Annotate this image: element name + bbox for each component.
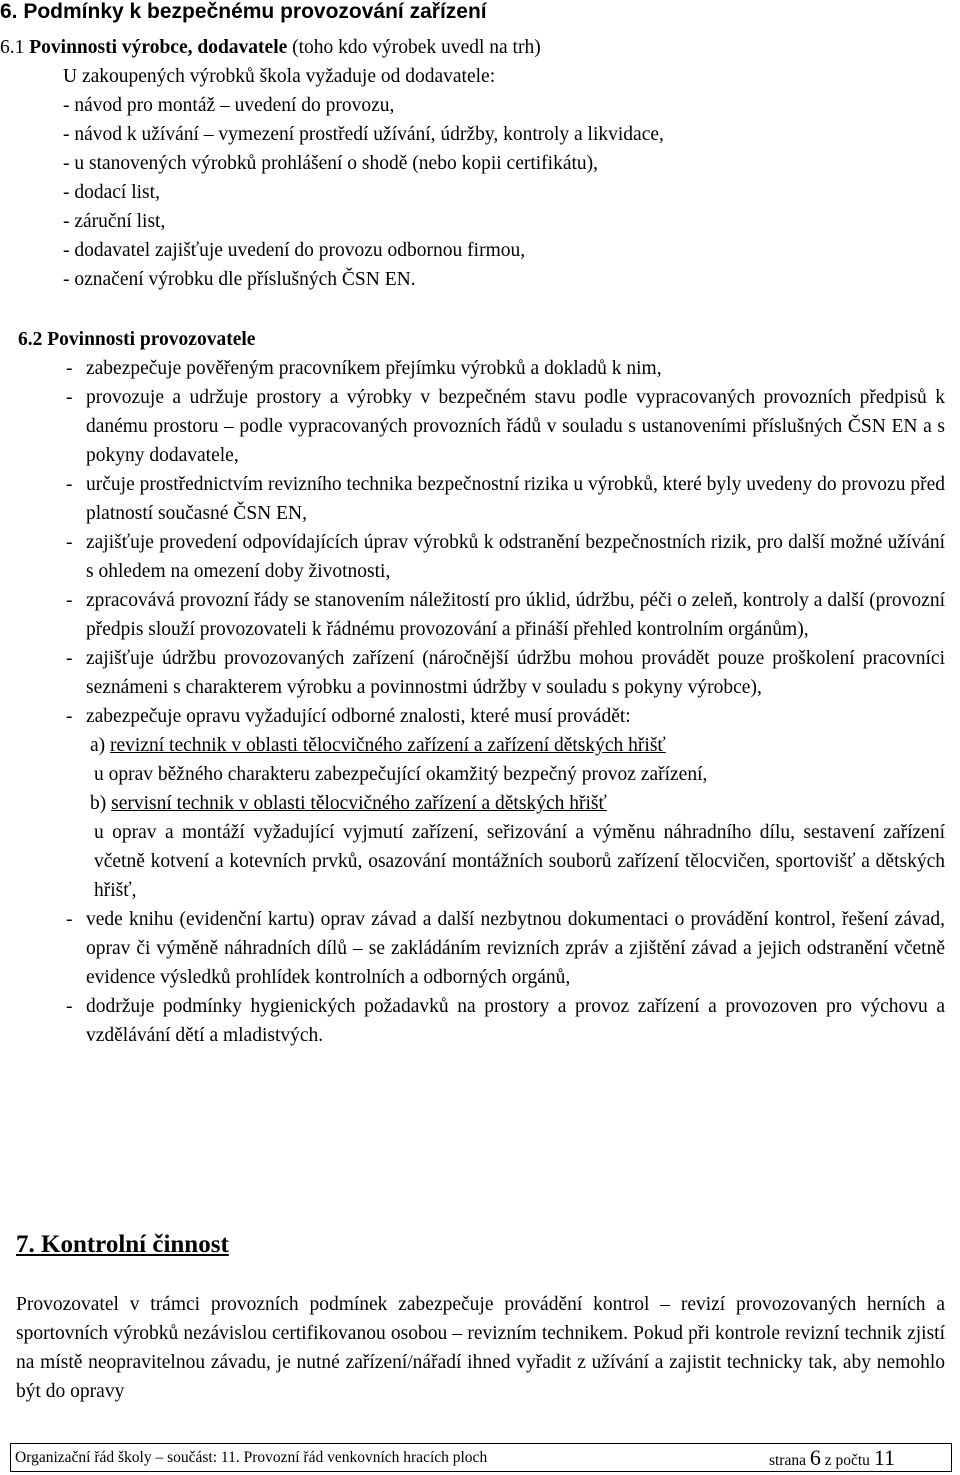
section-6-1-intro: U zakoupených výrobků škola vyžaduje od dodavatele:: [63, 66, 496, 87]
sub-item-a-title: revizní technik v oblasti tělocvičného zařízení a zařízení dětských hřišť: [110, 735, 666, 756]
sub-item-b: b) servisní technik v oblasti tělocvičného zařízení a dětských hřišť u oprav a montáží vyžadující vyjmutí zařízení, seřizování a výměnu náhradního dílu, sestavení zařízení včetně kotvení a kotevních prvků, osazování montážních souborů zařízení tělocvičen, sportovišť a dětských hřišť,: [90, 789, 945, 905]
list-item: - vede knihu (evidenční kartu) oprav závad a další nezbytnou dokumentaci o provádění kontrol, řešení závad, oprav či výměně náhradních dílů – se zakládáním revizních zpráv a zjištění závad a jejich odstranění včetně evidence výsledků prohlídek kontrolních a odborných orgánů,: [66, 909, 945, 988]
list-item: - provozuje a udržuje prostory a výrobky v bezpečném stavu podle vypracovaných provozních předpisů k danému prostoru – podle vypracovaných provozních řádů v souladu s ustanoveními příslušných ČSN EN a s pokyny dodavatele,: [66, 387, 945, 466]
section-title-bold: Povinnosti výrobce, dodavatele: [29, 37, 288, 58]
sub-item-b-title: servisní technik v oblasti tělocvičného zařízení a dětských hřišť: [111, 793, 607, 814]
section-6-2-title: 6.2 Povinnosti provozovatele: [18, 329, 256, 350]
section-6-1: [0, 33, 945, 294]
section-title-rest: (toho kdo výrobek uvedl na trh): [287, 37, 541, 58]
section-7-paragraph: Provozovatel v trámci provozních podmínek zabezpečuje provádění kontrol – revizí provozovaných herních a sportovních výrobků nezávislou certifikovanou osobou – revizním technikem. Pokud při kontrole revizní technik zjistí na místě neopravitelnou závadu, je nutné zařízení/nářadí ihned vyřadit z užívání a zajistit technicky tak, aby nemohlo být do opravy: [16, 1294, 945, 1402]
page-footer: [10, 1443, 952, 1472]
list-item: - zabezpečuje pověřeným pracovníkem přejímku výrobků a dokladů k nim,: [66, 358, 662, 379]
list-item: - návod k užívání – vymezení prostředí užívání, údržby, kontroly a likvidace,: [63, 124, 664, 145]
list-item: - dodržuje podmínky hygienických požadavků na prostory a provoz zařízení a provozoven pro výchovu a vzdělávání dětí a mladistvých.: [66, 996, 945, 1046]
sub-item-b-desc: u oprav a montáží vyžadující vyjmutí zařízení, seřizování a výměnu náhradního dílu, sestavení zařízení včetně kotvení a kotevních prvků, osazování montážních souborů zařízení tělocvičen, sportovišť a dětských hřišť,: [94, 822, 945, 901]
section-6-2: [18, 325, 945, 1050]
section-7-heading: 7. Kontrolní činnost: [16, 1231, 229, 1258]
list-item: - návod pro montáž – uvedení do provozu,: [63, 95, 395, 116]
list-item: - zabezpečuje opravu vyžadující odborné znalosti, které musí provádět:: [66, 706, 631, 727]
list-item: - označení výrobku dle příslušných ČSN EN.: [63, 269, 416, 290]
list-item: - dodací list,: [63, 182, 160, 203]
list-item: - určuje prostřednictvím revizního technika bezpečnostní rizika u výrobků, které byly uvedeny do provozu před platností současné ČSN EN,: [66, 474, 945, 524]
sub-item-a: a) revizní technik v oblasti tělocvičného zařízení a zařízení dětských hřišť u oprav běžného charakteru zabezpečující okamžitý bezpečný provoz zařízení,: [90, 731, 945, 789]
footer-page-counter: strana 6 z počtu 11: [768, 1445, 895, 1470]
list-item: - záruční list,: [63, 211, 166, 232]
list-item: - dodavatel zajišťuje uvedení do provozu odbornou firmou,: [63, 240, 526, 261]
sub-item-a-desc: u oprav běžného charakteru zabezpečující okamžitý bezpečný provoz zařízení,: [94, 764, 708, 785]
footer-document-title: Organizační řád školy – součást: 11. Provozní řád venkovních hracích ploch: [15, 1449, 488, 1466]
section-6-heading: 6. Podmínky k bezpečnému provozování zařízení: [0, 0, 487, 23]
section-6-1-title: [0, 33, 945, 62]
list-item: - u stanovených výrobků prohlášení o shodě (nebo kopii certifikátu),: [63, 153, 599, 174]
list-item: - zajišťuje údržbu provozovaných zařízení (náročnější údržbu mohou provádět pouze proškolení pracovníci seznámeni s charakterem výrobku a povinnostmi údržby v souladu s pokyny výrobce),: [66, 648, 945, 698]
list-item: - zajišťuje provedení odpovídajících úprav výrobků k odstranění bezpečnostních rizik, pro další možné užívání s ohledem na omezení doby životnosti,: [66, 532, 945, 582]
section-number: 6.1: [0, 37, 25, 58]
list-item: - zpracovává provozní řády se stanovením náležitostí pro úklid, údržbu, péči o zeleň, kontroly a další (provozní předpis slouží provozovateli k řádnému provozování a přináší přehled kontrolním orgánům),: [66, 590, 945, 640]
